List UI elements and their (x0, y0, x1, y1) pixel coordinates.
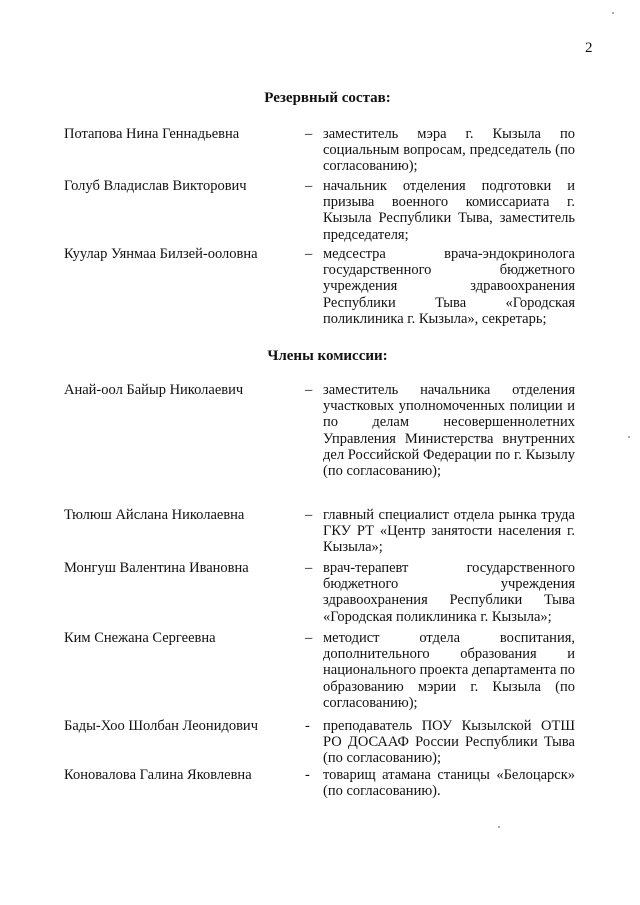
member-role: врач-терапевт государственного бюджетного учреждения здравоохранения Республики Тыва «Городская поликлиника г. Кызыла»; (323, 560, 575, 625)
section-heading-reserve: Резервный состав: (264, 90, 391, 106)
member-role: заместитель мэра г. Кызыла по социальным вопросам, председатель (по согласованию); (323, 126, 575, 175)
member-name: Монгуш Валентина Ивановна (64, 560, 249, 576)
scan-speck (612, 12, 614, 14)
scan-speck (628, 436, 630, 438)
member-name: Куулар Уянмаа Билзей-ооловна (64, 246, 258, 262)
dash-separator: – (305, 246, 313, 262)
member-name: Голуб Владислав Викторович (64, 178, 247, 194)
member-role: главный специалист отдела рынка труда ГКУ РТ «Центр занятости населения г. Кызыла»; (323, 507, 575, 556)
member-name: Коновалова Галина Яковлевна (64, 767, 252, 783)
member-role: заместитель начальника отделения участковых уполномоченных полиции и по делам несовершеннолетних Управления Министерства внутренних дел Российской Федерации по г. Кызылу (по согласованию); (323, 382, 575, 480)
member-role: методист отдела воспитания, дополнительного образования и национального проекта департамента по образованию мэрии г. Кызыла (по согласованию); (323, 630, 575, 711)
dash-separator: – (305, 630, 313, 646)
dash-separator: – (305, 178, 313, 194)
page-number: 2 (585, 40, 593, 56)
dash-separator: - (305, 718, 310, 734)
dash-separator: – (305, 507, 313, 523)
section-heading-members: Члены комиссии: (267, 348, 388, 364)
member-name: Анай-оол Байыр Николаевич (64, 382, 244, 398)
member-name: Бады-Хоо Шолбан Леонидович (64, 718, 258, 734)
dash-separator: - (305, 767, 310, 783)
member-role: начальник отделения подготовки и призыва военного комиссариата г. Кызыла Республики Тыва, заместитель председателя; (323, 178, 575, 243)
member-name: Тюлюш Айслана Николаевна (64, 507, 245, 523)
dash-separator: – (305, 382, 313, 398)
member-name: Ким Снежана Сергеевна (64, 630, 216, 646)
dash-separator: – (305, 560, 313, 576)
member-role: товарищ атамана станицы «Белоцарск» (по согласованию). (323, 767, 575, 800)
member-role: преподаватель ПОУ Кызылской ОТШ РО ДОСААФ России Республики Тыва (по согласованию); (323, 718, 575, 767)
member-role: медсестра врача-эндокринолога государственного бюджетного учреждения здравоохранения Республики Тыва «Городская поликлиника г. Кызыла», секретарь; (323, 246, 575, 327)
member-name: Потапова Нина Геннадьевна (64, 126, 240, 142)
dash-separator: – (305, 126, 313, 142)
scan-speck (498, 826, 500, 828)
